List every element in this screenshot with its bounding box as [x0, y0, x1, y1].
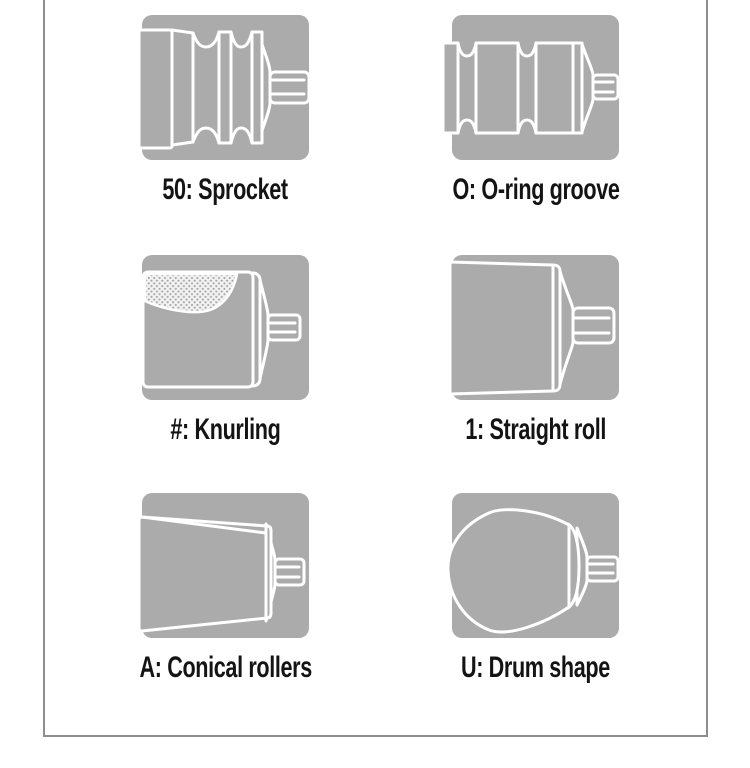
- roller-type-label: O: O-ring groove: [451, 173, 620, 206]
- roller-type-label: A: Conical rollers: [139, 651, 312, 684]
- roller-option-conical-rollers: [139, 493, 312, 684]
- roller-option-sprocket: [142, 15, 309, 206]
- roller-option-oring-groove: [451, 15, 620, 206]
- roller-option-knurling: [142, 255, 309, 446]
- roller-type-label: #: Knurling: [170, 413, 281, 446]
- roller-option-straight-roll: [452, 255, 619, 446]
- conical-rollers-tile: [142, 493, 309, 638]
- sprocket-tile: [142, 15, 309, 160]
- drum-shape-tile: [452, 493, 619, 638]
- roller-type-label: 1: Straight roll: [465, 413, 606, 446]
- straight-roll-tile: [452, 255, 619, 400]
- oring-groove-roller-icon: [452, 15, 619, 160]
- roller-option-drum-shape: [452, 493, 619, 684]
- sprocket-roller-icon: [142, 15, 309, 160]
- straight-roller-icon: [452, 255, 619, 400]
- oring-groove-tile: [452, 15, 619, 160]
- drum-roller-icon: [452, 493, 619, 638]
- roller-type-label: 50: Sprocket: [162, 173, 289, 206]
- knurling-roller-icon: [142, 255, 309, 400]
- knurling-tile: [142, 255, 309, 400]
- roller-type-label: U: Drum shape: [461, 651, 610, 684]
- conical-roller-icon: [142, 493, 309, 638]
